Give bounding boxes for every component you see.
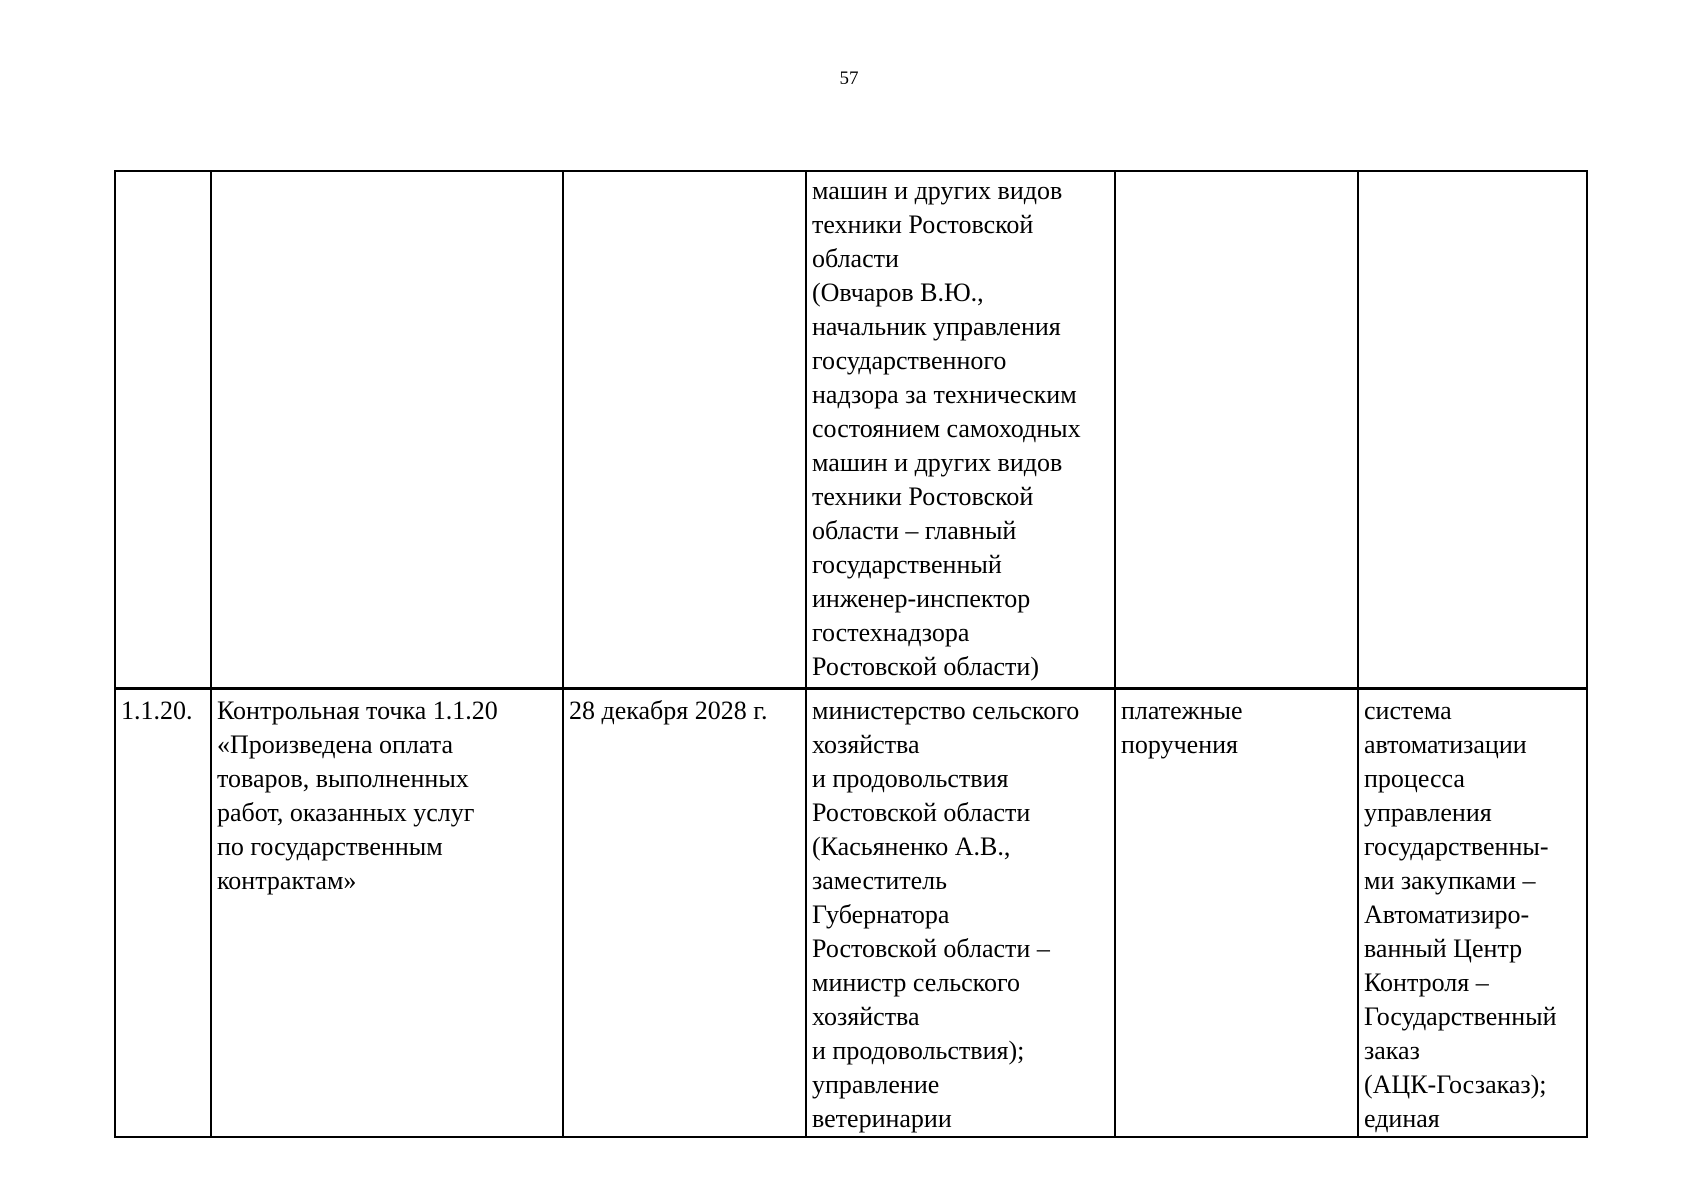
table-row [115,689,1587,1138]
cell-document: платежные поручения [1115,689,1358,1138]
page-number: 57 [839,68,859,89]
cell-number [115,171,211,689]
cell-document [1115,171,1358,689]
cell-event: Контрольная точка 1.1.20 «Произведена оплата товаров, выполненных работ, оказанных услуг по государственным контрактам» [211,689,563,1138]
cell-system: система автоматизации процесса управления государственны- ми закупками – Автоматизиро- ванный Центр Контроля – Государственный заказ (АЦК-Госзаказ); единая [1358,689,1587,1138]
cell-date [563,171,806,689]
cell-date: 28 декабря 2028 г. [563,689,806,1138]
cell-responsible: машин и других видов техники Ростовской области (Овчаров В.Ю., начальник управления государственного надзора за техническим состоянием самоходных машин и других видов техники Ростовской области – главный государственный инженер-инспектор гостехнадзора Ростовской области) [806,171,1115,689]
cell-responsible: министерство сельского хозяйства и продовольствия Ростовской области (Касьяненко А.В., заместитель Губернатора Ростовской области – министр сельского хозяйства и продовольствия); управление ветеринарии [806,689,1115,1138]
cell-system [1358,171,1587,689]
cell-number: 1.1.20. [115,689,211,1138]
table-row [115,171,1587,689]
cell-event [211,171,563,689]
document-table [114,170,1588,1138]
